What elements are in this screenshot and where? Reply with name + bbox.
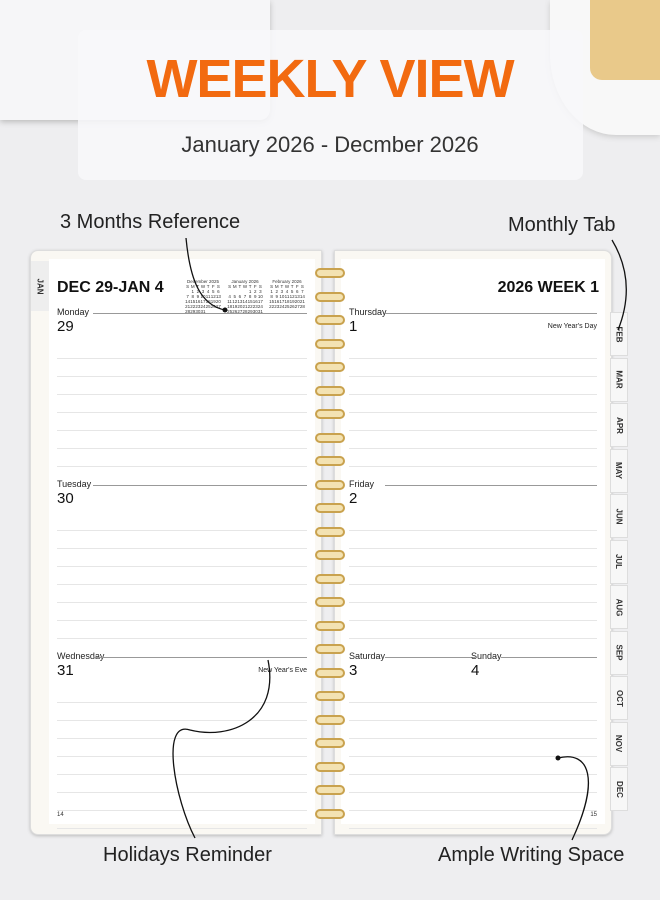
weekday: T xyxy=(280,284,284,289)
date-cell: 29 xyxy=(190,309,196,314)
day-name: Saturday xyxy=(349,651,386,661)
date-cell: 11 xyxy=(205,294,211,299)
tab-label: FEB xyxy=(614,326,624,342)
day-number: 31 xyxy=(57,662,74,679)
callout-monthly-tab: Monthly Tab xyxy=(508,214,616,236)
date-cell: 30 xyxy=(195,309,201,314)
arrow-holidays xyxy=(173,660,270,838)
date-cell: 7 xyxy=(186,294,189,299)
date-cell: 22 xyxy=(190,304,196,309)
date-cell: 18 xyxy=(205,299,211,304)
date-cell: 27 xyxy=(215,304,221,309)
date-cell: 31 xyxy=(257,309,263,314)
weekday: W xyxy=(200,284,206,289)
date-cell: 3 xyxy=(280,289,284,294)
day-number: 29 xyxy=(57,318,74,335)
date-cell: 6 xyxy=(217,289,220,294)
date-cell: 27 xyxy=(237,309,243,314)
date-cell: 28 xyxy=(299,304,305,309)
date-cell: 13 xyxy=(237,299,243,304)
date-cell: 8 xyxy=(248,294,252,299)
page-number: 15 xyxy=(590,812,597,818)
date-cell: 19 xyxy=(210,299,216,304)
date-cell: 19 xyxy=(232,304,238,309)
date-cell: 8 xyxy=(270,294,273,299)
date-cell: 4 xyxy=(228,294,231,299)
date-cell: 3 xyxy=(259,289,262,294)
date-cell: 7 xyxy=(243,294,247,299)
date-cell: 5 xyxy=(212,289,215,294)
tab-label: MAR xyxy=(614,370,624,389)
weekday: F xyxy=(295,284,299,289)
arrow-dot xyxy=(223,308,228,313)
date-cell: 26 xyxy=(232,309,238,314)
date-cell: 21 xyxy=(185,304,191,309)
weekday: S xyxy=(258,284,262,289)
date-cell: 9 xyxy=(275,294,278,299)
headline: WEEKLY VIEW xyxy=(146,49,514,109)
date-cell: 9 xyxy=(254,294,257,299)
date-cell: 4 xyxy=(206,289,210,294)
date-cell: 6 xyxy=(238,294,242,299)
date-cell: 24 xyxy=(279,304,285,309)
date-cell: 29 xyxy=(247,309,253,314)
date-cell: 1 xyxy=(191,289,194,294)
date-cell: 18 xyxy=(284,299,290,304)
date-cell: 28 xyxy=(242,309,248,314)
callout-months-reference: 3 Months Reference xyxy=(60,211,241,233)
date-cell: 12 xyxy=(289,294,295,299)
day-number: 3 xyxy=(349,662,358,679)
date-range-subtitle: January 2026 - Decmber 2026 xyxy=(181,132,479,157)
weekday: S xyxy=(216,284,220,289)
weekday: F xyxy=(253,284,257,289)
day-name: Tuesday xyxy=(57,479,92,489)
date-cell: 25 xyxy=(227,309,233,314)
weekday: M xyxy=(190,284,195,289)
weekday: W xyxy=(284,284,290,289)
date-cell: 25 xyxy=(284,304,290,309)
holiday-label: New Year's Day xyxy=(547,323,597,330)
date-cell: 17 xyxy=(200,299,206,304)
callout-holidays-reminder: Holidays Reminder xyxy=(103,844,272,866)
weekday: M xyxy=(232,284,237,289)
day-name: Thursday xyxy=(349,307,387,317)
mini-calendar-title: February 2026 xyxy=(272,279,302,284)
date-cell: 23 xyxy=(195,304,201,309)
date-cell: 4 xyxy=(285,289,289,294)
date-cell: 26 xyxy=(210,304,216,309)
date-cell: 15 xyxy=(190,299,196,304)
date-cell: 5 xyxy=(290,289,294,294)
date-cell: 1 xyxy=(248,289,252,294)
date-cell: 13 xyxy=(294,294,300,299)
weekday: T xyxy=(248,284,252,289)
date-cell: 6 xyxy=(296,289,299,294)
arrow-writing xyxy=(558,757,588,840)
date-cell: 13 xyxy=(215,294,221,299)
date-cell: 14 xyxy=(242,299,248,304)
date-cell: 21 xyxy=(242,304,248,309)
day-name: Monday xyxy=(57,307,90,317)
date-cell: 21 xyxy=(299,299,305,304)
date-cell: 17 xyxy=(279,299,285,304)
date-cell: 23 xyxy=(274,304,280,309)
date-cell: 14 xyxy=(299,294,305,299)
date-cell: 20 xyxy=(215,299,221,304)
callout-writing-space: Ample Writing Space xyxy=(438,844,625,866)
day-number: 2 xyxy=(349,490,358,507)
weekday: T xyxy=(290,284,294,289)
arrow-monthly-tab xyxy=(612,240,626,330)
weekday: S xyxy=(186,284,190,289)
day-name: Sunday xyxy=(471,651,502,661)
weekday: M xyxy=(274,284,279,289)
date-cell: 19 xyxy=(289,299,295,304)
tab-label: MAY xyxy=(614,461,624,480)
day-name: Wednesday xyxy=(57,651,105,661)
date-cell: 18 xyxy=(227,304,233,309)
weekday: T xyxy=(238,284,242,289)
day-name: Friday xyxy=(349,479,375,489)
weekday: T xyxy=(206,284,210,289)
date-cell: 16 xyxy=(195,299,201,304)
day-number: 30 xyxy=(57,490,74,507)
date-cell: 27 xyxy=(294,304,300,309)
day-number: 4 xyxy=(471,662,480,679)
mini-calendar-title: December 2025 xyxy=(186,279,220,284)
date-cell: 8 xyxy=(191,294,194,299)
tab-label: JAN xyxy=(35,277,45,295)
date-cell: 3 xyxy=(201,289,205,294)
date-cell: 9 xyxy=(196,294,200,299)
week-label: 2026 WEEK 1 xyxy=(497,279,599,296)
date-cell: 22 xyxy=(247,304,253,309)
week-range: DEC 29-JAN 4 xyxy=(57,279,164,296)
date-cell: 20 xyxy=(294,299,300,304)
date-cell: 30 xyxy=(252,309,258,314)
date-cell: 15 xyxy=(247,299,253,304)
weekday: S xyxy=(270,284,274,289)
date-cell: 28 xyxy=(185,309,191,314)
tab-label: APR xyxy=(614,416,624,434)
date-cell: 26 xyxy=(289,304,295,309)
date-cell: 25 xyxy=(205,304,211,309)
date-cell: 10 xyxy=(257,294,263,299)
date-cell: 20 xyxy=(237,304,243,309)
date-cell: 31 xyxy=(200,309,206,314)
arrow-dot xyxy=(556,756,561,761)
date-cell: 12 xyxy=(210,294,216,299)
arrow-months-ref xyxy=(186,238,225,310)
date-cell: 16 xyxy=(274,299,280,304)
date-cell: 10 xyxy=(279,294,285,299)
weekday: F xyxy=(211,284,215,289)
day-number: 1 xyxy=(349,318,358,335)
weekday: S xyxy=(300,284,304,289)
page-number: 14 xyxy=(57,812,64,818)
date-cell: 22 xyxy=(269,304,275,309)
date-cell: 11 xyxy=(284,294,290,299)
date-cell: 14 xyxy=(185,299,191,304)
tab-label: OCT xyxy=(614,689,624,707)
date-cell: 23 xyxy=(252,304,258,309)
date-cell: 15 xyxy=(269,299,275,304)
weekday: W xyxy=(242,284,248,289)
tab-label: NOV xyxy=(614,734,624,753)
date-cell: 5 xyxy=(233,294,236,299)
date-cell: 10 xyxy=(200,294,206,299)
weekday: S xyxy=(228,284,232,289)
tab-label: SEP xyxy=(614,644,624,661)
weekday: T xyxy=(196,284,200,289)
holiday-label: New Year's Eve xyxy=(258,667,307,674)
date-cell: 24 xyxy=(257,304,263,309)
date-cell: 17 xyxy=(257,299,263,304)
date-cell: 7 xyxy=(301,289,304,294)
tab-label: AUG xyxy=(614,598,624,616)
tab-label: JUL xyxy=(614,553,624,570)
tab-label: JUN xyxy=(614,507,624,525)
date-cell: 2 xyxy=(254,289,257,294)
date-cell: 24 xyxy=(200,304,206,309)
tab-label: DEC xyxy=(614,780,624,798)
date-cell: 11 xyxy=(227,299,232,304)
mini-calendar-title: January 2026 xyxy=(231,279,259,284)
date-cell: 2 xyxy=(275,289,278,294)
date-cell: 16 xyxy=(252,299,258,304)
date-cell: 1 xyxy=(270,289,273,294)
date-cell: 12 xyxy=(232,299,238,304)
date-cell: 2 xyxy=(196,289,200,294)
